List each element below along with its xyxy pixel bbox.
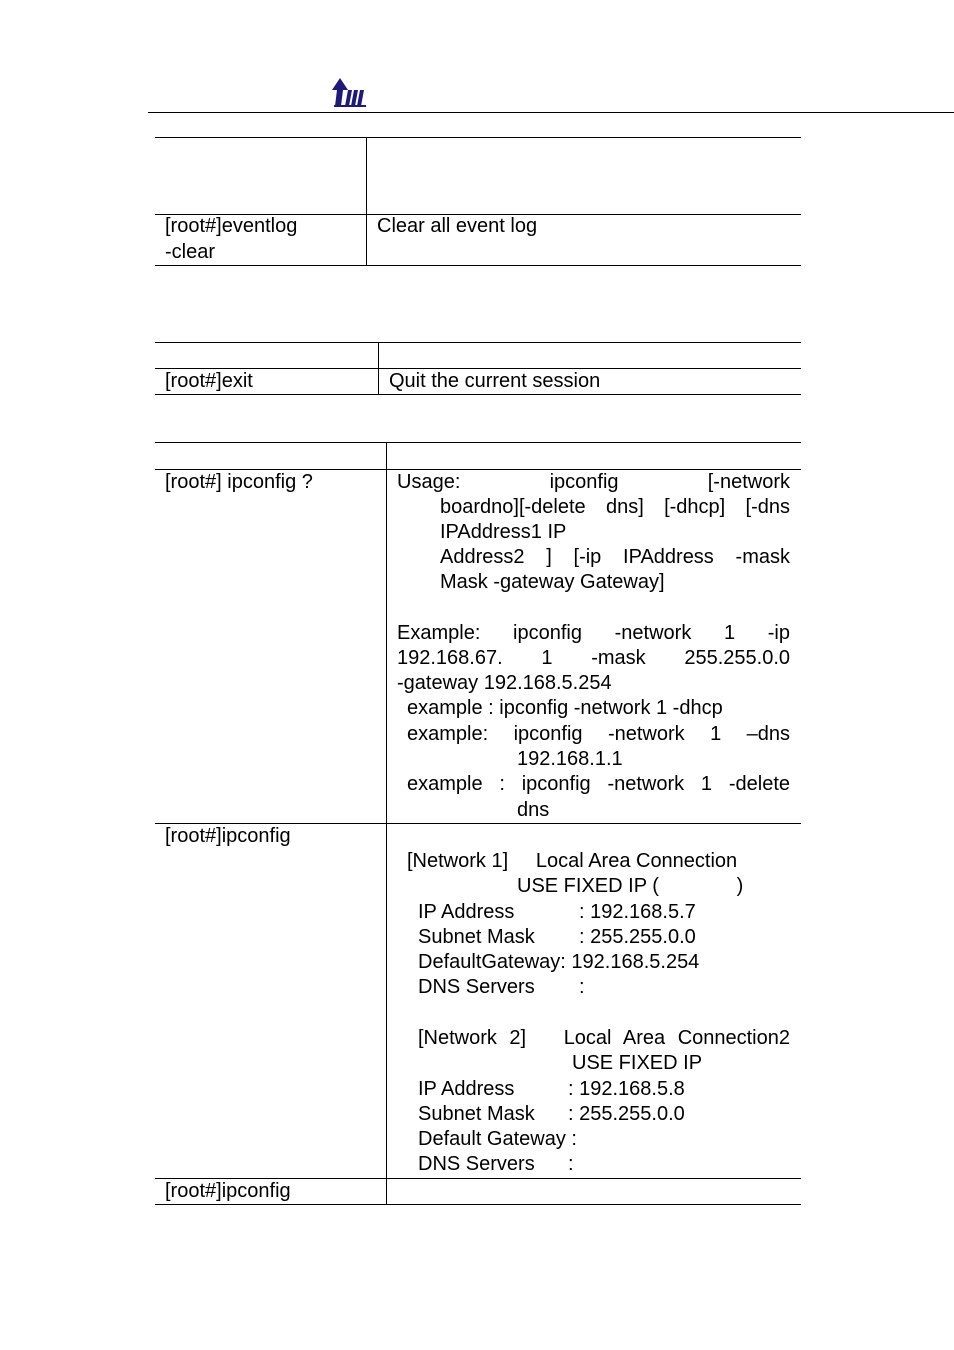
example-line: example : ipconfig -network 1 -delete	[407, 773, 790, 795]
ip-address-value: : 192.168.5.8	[568, 1078, 685, 1100]
eventlog-description: Clear all event log	[377, 215, 538, 237]
table-rule	[155, 394, 801, 395]
gateway-line: DefaultGateway: 192.168.5.254	[418, 951, 700, 973]
example-line: 192.168.1.1	[517, 748, 623, 770]
company-arrow-logo-icon	[330, 76, 368, 108]
network-mode: USE FIXED IP	[572, 1052, 703, 1074]
table-rule	[155, 442, 801, 443]
ip-address-label: IP Address	[418, 1078, 515, 1100]
table-rule	[155, 342, 801, 343]
table-column-divider	[386, 442, 387, 1205]
example-line: -gateway 192.168.5.254	[397, 672, 612, 694]
usage-line: IPAddress1 IP	[440, 521, 567, 543]
company-logo	[330, 76, 368, 108]
network-heading: [Network 1] Local Area Connection	[407, 850, 738, 872]
gateway-line: Default Gateway :	[418, 1128, 577, 1150]
table-rule	[155, 1204, 801, 1205]
network-mode: USE FIXED IP ( )	[517, 875, 744, 897]
usage-line: Address2 ] [-ip IPAddress -mask	[440, 546, 790, 568]
ip-address-label: IP Address	[418, 901, 515, 923]
subnet-mask-value: : 255.255.0.0	[568, 1103, 685, 1125]
dns-servers-value: :	[579, 976, 585, 998]
table-rule	[155, 137, 801, 138]
table-rule	[155, 265, 801, 266]
exit-command: [root#]exit	[165, 370, 253, 392]
usage-line: boardno][-delete dns] [-dhcp] [-dns	[440, 496, 790, 518]
network-heading: [Network 2] Local Area Connection2	[418, 1027, 790, 1049]
ipconfig-command: [root#]ipconfig	[165, 825, 291, 847]
example-line: 192.168.67. 1 -mask 255.255.0.0	[397, 647, 790, 669]
dns-servers-label: DNS Servers	[418, 976, 535, 998]
dns-servers-label: DNS Servers	[418, 1153, 535, 1175]
example-line: example : ipconfig -network 1 -dhcp	[407, 697, 723, 719]
subnet-mask-label: Subnet Mask	[418, 926, 535, 948]
ipconfig-command: [root#]ipconfig	[165, 1180, 291, 1202]
subnet-mask-value: : 255.255.0.0	[579, 926, 696, 948]
example-line: dns	[517, 799, 550, 821]
example-line: Example: ipconfig -network 1 -ip	[397, 622, 790, 644]
header-rule	[148, 112, 954, 113]
eventlog-command-option: -clear	[165, 241, 216, 263]
table-column-divider	[366, 137, 367, 266]
subnet-mask-label: Subnet Mask	[418, 1103, 535, 1125]
usage-line: Usage: ipconfig [-network	[397, 471, 790, 493]
ip-address-value: : 192.168.5.7	[579, 901, 696, 923]
example-line: example: ipconfig -network 1 –dns	[407, 723, 790, 745]
eventlog-command: [root#]eventlog	[165, 215, 298, 237]
dns-servers-value: :	[568, 1153, 574, 1175]
table-column-divider	[378, 342, 379, 395]
exit-description: Quit the current session	[389, 370, 601, 392]
usage-line: Mask -gateway Gateway]	[440, 571, 665, 593]
ipconfig-help-command: [root#] ipconfig ?	[165, 471, 313, 493]
